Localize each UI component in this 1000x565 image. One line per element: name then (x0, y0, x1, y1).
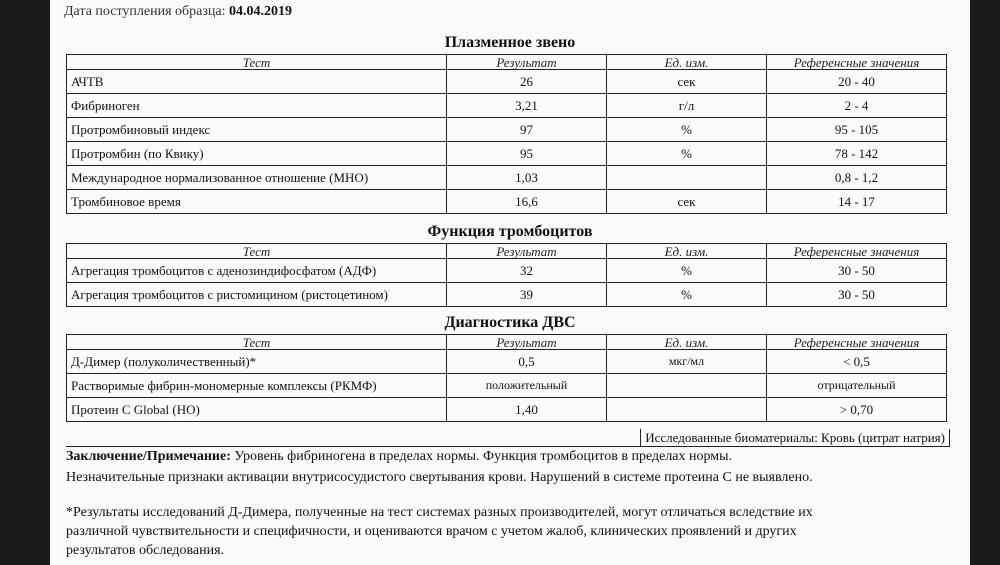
test-unit: % (607, 259, 767, 283)
test-unit (607, 398, 767, 422)
col-unit: Ед. изм. (607, 244, 767, 259)
test-result: 1,40 (447, 398, 607, 422)
test-name: Протеин С Global (НО) (67, 398, 447, 422)
conclusion-block (66, 446, 966, 488)
col-result: Результат (447, 55, 607, 70)
table-row (67, 166, 947, 190)
dic-table (66, 334, 947, 422)
test-result: 32 (447, 259, 607, 283)
test-result: 1,03 (447, 166, 607, 190)
table-row (67, 259, 947, 283)
test-unit: % (607, 142, 767, 166)
test-name: Международное нормализованное отношение (МНО) (67, 166, 447, 190)
test-name: Фибриноген (67, 94, 447, 118)
section-title-platelets: Функция тромбоцитов (427, 223, 593, 240)
table-header-row (67, 244, 947, 259)
sample-date-value: 04.04.2019 (228, 4, 292, 19)
col-reference: Референсные значения (767, 244, 947, 259)
table-row (67, 142, 947, 166)
test-result: 3,21 (447, 94, 607, 118)
test-result: 39 (447, 283, 607, 307)
table-row (67, 118, 947, 142)
test-name: АЧТВ (67, 70, 447, 94)
col-result: Результат (447, 335, 607, 350)
test-unit: % (607, 283, 767, 307)
test-reference: 78 - 142 (767, 142, 947, 166)
table-row (67, 190, 947, 214)
test-reference: отрицательный (767, 374, 947, 398)
test-unit: г/л (607, 94, 767, 118)
test-unit: мкг/мл (607, 350, 767, 374)
col-test: Тест (67, 244, 447, 259)
test-result: положительный (447, 374, 607, 398)
test-unit: % (607, 118, 767, 142)
table-row (67, 283, 947, 307)
platelets-table (66, 243, 947, 307)
section-title-dic: Диагностика ДВС (444, 314, 576, 331)
table-header-row (67, 335, 947, 350)
conclusion-text-1: Уровень фибриногена в пределах нормы. Функция тромбоцитов в пределах нормы. (234, 449, 733, 464)
col-unit: Ед. изм. (607, 335, 767, 350)
col-unit: Ед. изм. (607, 55, 767, 70)
col-test: Тест (67, 55, 447, 70)
test-result: 97 (447, 118, 607, 142)
test-unit (607, 166, 767, 190)
test-reference: > 0,70 (767, 398, 947, 422)
footnote-line-2: различной чувствительности и специфичности, и оцениваются врачом с учетом жалоб, клинических проявлений и других (66, 524, 797, 539)
test-name: Д-Димер (полуколичественный)* (67, 350, 447, 374)
test-reference: 30 - 50 (767, 259, 947, 283)
test-reference: 2 - 4 (767, 94, 947, 118)
test-unit (607, 374, 767, 398)
test-result: 16,6 (447, 190, 607, 214)
table-row (67, 350, 947, 374)
sample-date-line (64, 4, 292, 20)
col-result: Результат (447, 244, 607, 259)
footnote-line-3: результатов обследования. (66, 543, 225, 558)
conclusion-line-1 (66, 446, 966, 467)
footnote-block (66, 503, 956, 560)
test-name: Агрегация тромбоцитов с аденозиндифосфатом (АДФ) (67, 259, 447, 283)
test-reference: 20 - 40 (767, 70, 947, 94)
test-name: Растворимые фибрин-мономерные комплексы (РКМФ) (67, 374, 447, 398)
biomaterial-note: Исследованные биоматериалы: Кровь (цитрат натрия) (640, 429, 950, 447)
table-row (67, 398, 947, 422)
test-name: Тромбиновое время (67, 190, 447, 214)
test-name: Протромбиновый индекс (67, 118, 447, 142)
test-name: Протромбин (по Квику) (67, 142, 447, 166)
test-result: 26 (447, 70, 607, 94)
col-test: Тест (67, 335, 447, 350)
test-result: 0,5 (447, 350, 607, 374)
table-row (67, 70, 947, 94)
test-reference: 14 - 17 (767, 190, 947, 214)
test-reference: 0,8 - 1,2 (767, 166, 947, 190)
footnote-line-1: *Результаты исследований Д-Димера, полученные на тест системах разных производителей, могут отличаться вследствие их (66, 505, 813, 520)
test-result: 95 (447, 142, 607, 166)
conclusion-text-2: Незначительные признаки активации внутрисосудистого свертывания крови. Нарушений в системе протеина С не выявлено. (66, 470, 813, 485)
sample-date-label: Дата поступления образца: (64, 4, 226, 19)
col-reference: Референсные значения (767, 55, 947, 70)
col-reference: Референсные значения (767, 335, 947, 350)
test-name: Агрегация тромбоцитов с ристомицином (ристоцетином) (67, 283, 447, 307)
lab-report-sheet (50, 0, 970, 565)
conclusion-heading: Заключение/Примечание: (66, 449, 231, 464)
section-title-plasma: Плазменное звено (444, 34, 576, 51)
test-reference: 95 - 105 (767, 118, 947, 142)
test-reference: 30 - 50 (767, 283, 947, 307)
test-unit: сек (607, 190, 767, 214)
table-header-row (67, 55, 947, 70)
table-row (67, 94, 947, 118)
test-reference: < 0,5 (767, 350, 947, 374)
test-unit: сек (607, 70, 767, 94)
table-row (67, 374, 947, 398)
plasma-table (66, 54, 947, 214)
